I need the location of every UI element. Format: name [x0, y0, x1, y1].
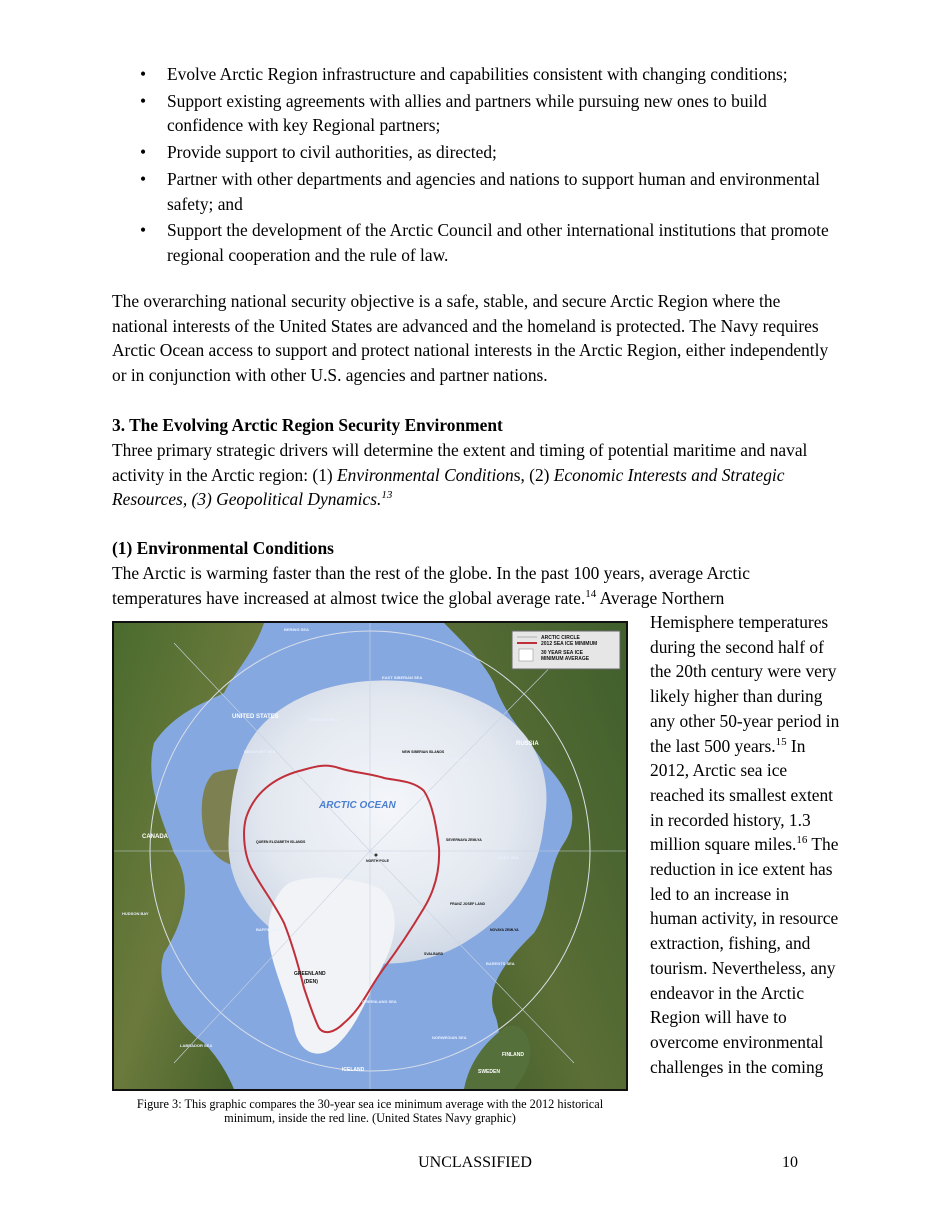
- list-item: [112, 140, 842, 165]
- label-svalbard: SVALBARD: [424, 952, 444, 956]
- subsection-1-heading: (1) Environmental Conditions: [112, 538, 334, 558]
- body-text: Average Northern: [596, 587, 725, 608]
- legend-arctic-circle-label: ARCTIC CIRCLE: [541, 635, 580, 641]
- label-barents-sea: BARENTS SEA: [486, 961, 515, 966]
- list-item: [112, 89, 842, 138]
- label-queen-elizabeth-islands: QUEEN ELIZABETH ISLANDS: [256, 840, 306, 844]
- legend-ice-average-swatch: [519, 649, 533, 661]
- list-item-text: Support existing agreements with allies and partners while pursuing new ones to build confidence with key Regional partners;: [167, 90, 767, 136]
- arctic-sea-ice-map: [112, 621, 628, 1091]
- label-sweden: SWEDEN: [478, 1069, 500, 1075]
- label-greenland-sub: (DEN): [304, 979, 318, 985]
- map-graphic: [114, 623, 626, 1089]
- label-east-siberian-sea: EAST SIBERIAN SEA: [382, 675, 423, 680]
- list-item-text: Support the development of the Arctic Council and other international institutions that promote regional cooperation and the rule of law.: [167, 220, 829, 265]
- section-3-intro: [112, 438, 840, 512]
- bullet-glyph: •: [140, 168, 147, 189]
- body-text: The reduction in ice extent has led to an increase in human activity, in resource extraction, fishing, and tourism. Nevertheless, any endeavor in the Arctic Region will have to overcome environmental challenges in the coming: [650, 834, 839, 1077]
- bullet-glyph: •: [140, 64, 147, 84]
- footnote-ref[interactable]: 16: [796, 834, 808, 847]
- footer-classification: UNCLASSIFIED: [418, 1154, 532, 1171]
- legend-ice-average-label: MINIMUM AVERAGE: [541, 656, 590, 662]
- label-finland: FINLAND: [502, 1052, 524, 1058]
- label-greenland-sea: GREENLAND SEA: [362, 999, 397, 1004]
- label-hudson-bay: HUDSON BAY: [122, 911, 149, 916]
- label-bering-sea: BERING SEA: [284, 627, 309, 632]
- intro-emphasis: Economic Interests and Strategic Resources, (3) Geopolitical Dynamics.: [112, 464, 785, 510]
- subsection-1-text: [112, 561, 840, 610]
- label-canada: CANADA: [142, 834, 168, 840]
- footnote-ref[interactable]: 15: [775, 735, 787, 748]
- label-laptev-sea: LAPTEV SEA: [444, 757, 470, 762]
- wrapped-column-text: [650, 610, 840, 1079]
- label-labrador-sea: LABRADOR SEA: [180, 1043, 213, 1048]
- section-3-heading: 3. The Evolving Arctic Region Security Environment: [112, 415, 503, 435]
- label-iceland: ICELAND: [342, 1067, 365, 1073]
- list-item: [112, 62, 842, 87]
- footnote-ref[interactable]: 13: [381, 489, 393, 502]
- bullet-glyph: •: [140, 142, 147, 163]
- bullet-glyph: •: [140, 90, 147, 111]
- body-text: In 2012, Arctic sea ice reached its smallest extent in recorded history, 1.3 million square miles.: [650, 735, 834, 855]
- label-baffin-bay: BAFFIN BAY: [256, 927, 280, 932]
- legend-ice-minimum-label: 2012 SEA ICE MINIMUM: [541, 641, 598, 647]
- label-new-siberian-islands: NEW SIBERIAN ISLANDS: [402, 750, 445, 754]
- label-united-states: UNITED STATES: [232, 714, 279, 720]
- label-norwegian-sea: NORWEGIAN SEA: [432, 1035, 467, 1040]
- objective-paragraph: The overarching national security objective is a safe, stable, and secure Arctic Region where the national interests of the United States are advanced and the homeland is protected. The Navy requires Arctic Ocean access to support and protect national interests in the Arctic Region, either independently or in conjunction with other U.S. agencies and partner nations.: [112, 291, 829, 386]
- footnote-ref[interactable]: 14: [585, 587, 597, 600]
- intro-emphasis: Environmental Condition: [337, 464, 514, 485]
- list-item: [112, 218, 842, 267]
- figure-caption: Figure 3: This graphic compares the 30-year sea ice minimum average with the 2012 historical minimum, inside the red line. (United States Navy graphic): [136, 1097, 604, 1125]
- label-arctic-ocean: ARCTIC OCEAN: [319, 800, 396, 811]
- label-russia: RUSSIA: [516, 741, 539, 747]
- page-number: 10: [782, 1154, 798, 1171]
- body-text: The Arctic is warming faster than the rest of the globe. In the past 100 years, average Arctic temperatures have increased at almost twice the global average rate.: [112, 563, 750, 608]
- label-kara-sea: KARA SEA: [498, 855, 519, 860]
- label-franz-josef-land: FRANZ JOSEF LAND: [450, 902, 485, 906]
- intro-text: Three primary strategic drivers will determine the extent and timing of potential maritime and naval activity in the Arctic region: (1): [112, 440, 808, 485]
- list-item-text: Provide support to civil authorities, as directed;: [167, 142, 497, 163]
- list-item: [112, 167, 842, 216]
- legend-ice-average-label: 30 YEAR SEA ICE: [541, 650, 583, 656]
- label-greenland: GREENLAND: [294, 971, 326, 977]
- list-item-text: Partner with other departments and agencies and nations to support human and environmental safety; and: [167, 168, 820, 214]
- objectives-list: [112, 62, 842, 270]
- bullet-glyph: •: [140, 220, 147, 241]
- label-chukchi-sea: CHUKCHI SEA: [310, 717, 338, 722]
- label-north-pole: NORTH POLE: [366, 859, 389, 863]
- label-novaya-zemlya: NOVAYA ZEMLYA: [490, 928, 519, 932]
- label-severnaya-zemlya: SEVERNAYA ZEMLYA: [446, 838, 482, 842]
- north-pole-marker: [375, 854, 378, 857]
- intro-text: s, (2): [513, 464, 554, 485]
- label-beaufort-sea: BEAUFORT SEA: [244, 749, 276, 754]
- list-item-text: Evolve Arctic Region infrastructure and capabilities consistent with changing conditions;: [167, 64, 788, 84]
- body-text: Hemisphere temperatures during the second half of the 20th century were very likely higher than during any other 50-year period in the last 500 years.: [650, 612, 840, 756]
